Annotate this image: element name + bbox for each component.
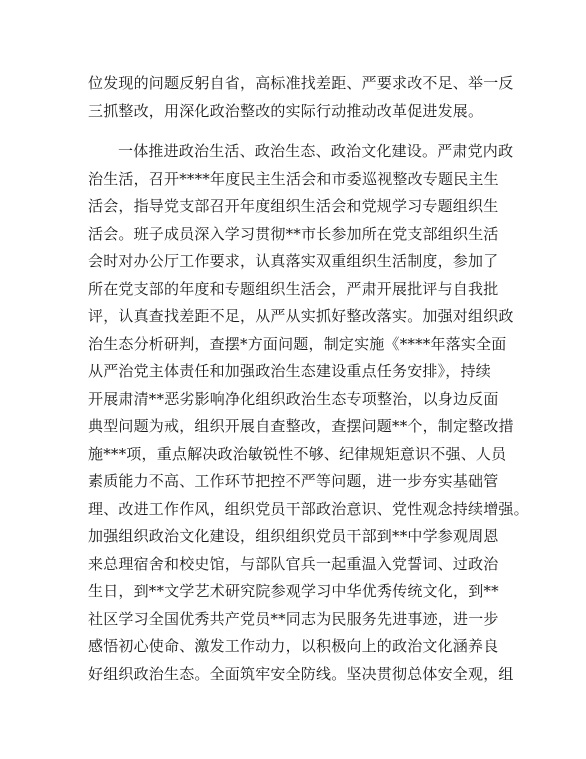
- text-line: 一体推进政治生活、政治生态、政治文化建设。严肃党内政: [118, 142, 514, 160]
- text-line: 所在党支部的年度和专题组织生活会，严肃开展批评与自我批: [88, 279, 499, 298]
- text-line: 活会，指导党支部召开年度组织生活会和党规学习专题组织生: [88, 197, 499, 215]
- text-line: 评，认真查找差距不足，从严从实抓好整改落实。加强对组织政: [88, 307, 514, 325]
- text-line: 素质能力不高、工作环节把控不严等问题，进一步夯实基础管: [88, 472, 499, 490]
- text-line: 活会。班子成员深入学习贯彻**市长参加所在党支部组织生活: [88, 224, 499, 243]
- text-line: 典型问题为戒，组织开展自查整改，查摆问题**个，制定整改措: [88, 417, 514, 435]
- text-line: 加强组织政治文化建设，组织组织党员干部到**中学参观周恩: [88, 527, 499, 545]
- text-line: 治生态分析研判，查摆*方面问题，制定实施《****年落实全面: [88, 334, 507, 353]
- text-line: 好组织政治生态。全面筑牢安全防线。坚决贯彻总体安全观，组: [88, 664, 514, 683]
- text-line: 来总理宿舍和校史馆，与部队官兵一起重温入党誓词、过政治: [88, 554, 499, 573]
- text-line: 三抓整改，用深化政治整改的实际行动推动改革促进发展。: [88, 101, 484, 120]
- text-line: 开展肃清**恶劣影响净化组织政治生态专项整治，以身边反面: [88, 389, 499, 408]
- text-line: 理、改进工作作风，组织党员干部政治意识、党性观念持续增强。: [88, 499, 529, 518]
- document-body: [88, 70, 529, 688]
- text-line: 社区学习全国优秀共产党员**同志为民服务先进事迹，进一步: [88, 609, 499, 628]
- text-line: 从严治党主体责任和加强政治生态建设重点任务安排》，持续: [88, 362, 491, 380]
- text-line: 治生活，召开****年度民主生活会和市委巡视整改专题民主生: [88, 169, 499, 188]
- text-line: 感悟初心使命、激发工作动力，以积极向上的政治文化涵养良: [88, 637, 499, 655]
- text-line: 施***项，重点解决政治敏锐性不够、纪律规矩意识不强、人员: [88, 444, 507, 463]
- text-line: 会时对办公厅工作要求，认真落实双重组织生活制度，参加了: [88, 252, 499, 270]
- text-line: 生日，到**文学艺术研究院参观学习中华优秀传统文化，到**: [88, 582, 499, 600]
- text-line: 位发现的问题反躬自省，高标准找差距、严要求改不足、举一反: [88, 74, 514, 92]
- paragraph-gap: [88, 125, 508, 138]
